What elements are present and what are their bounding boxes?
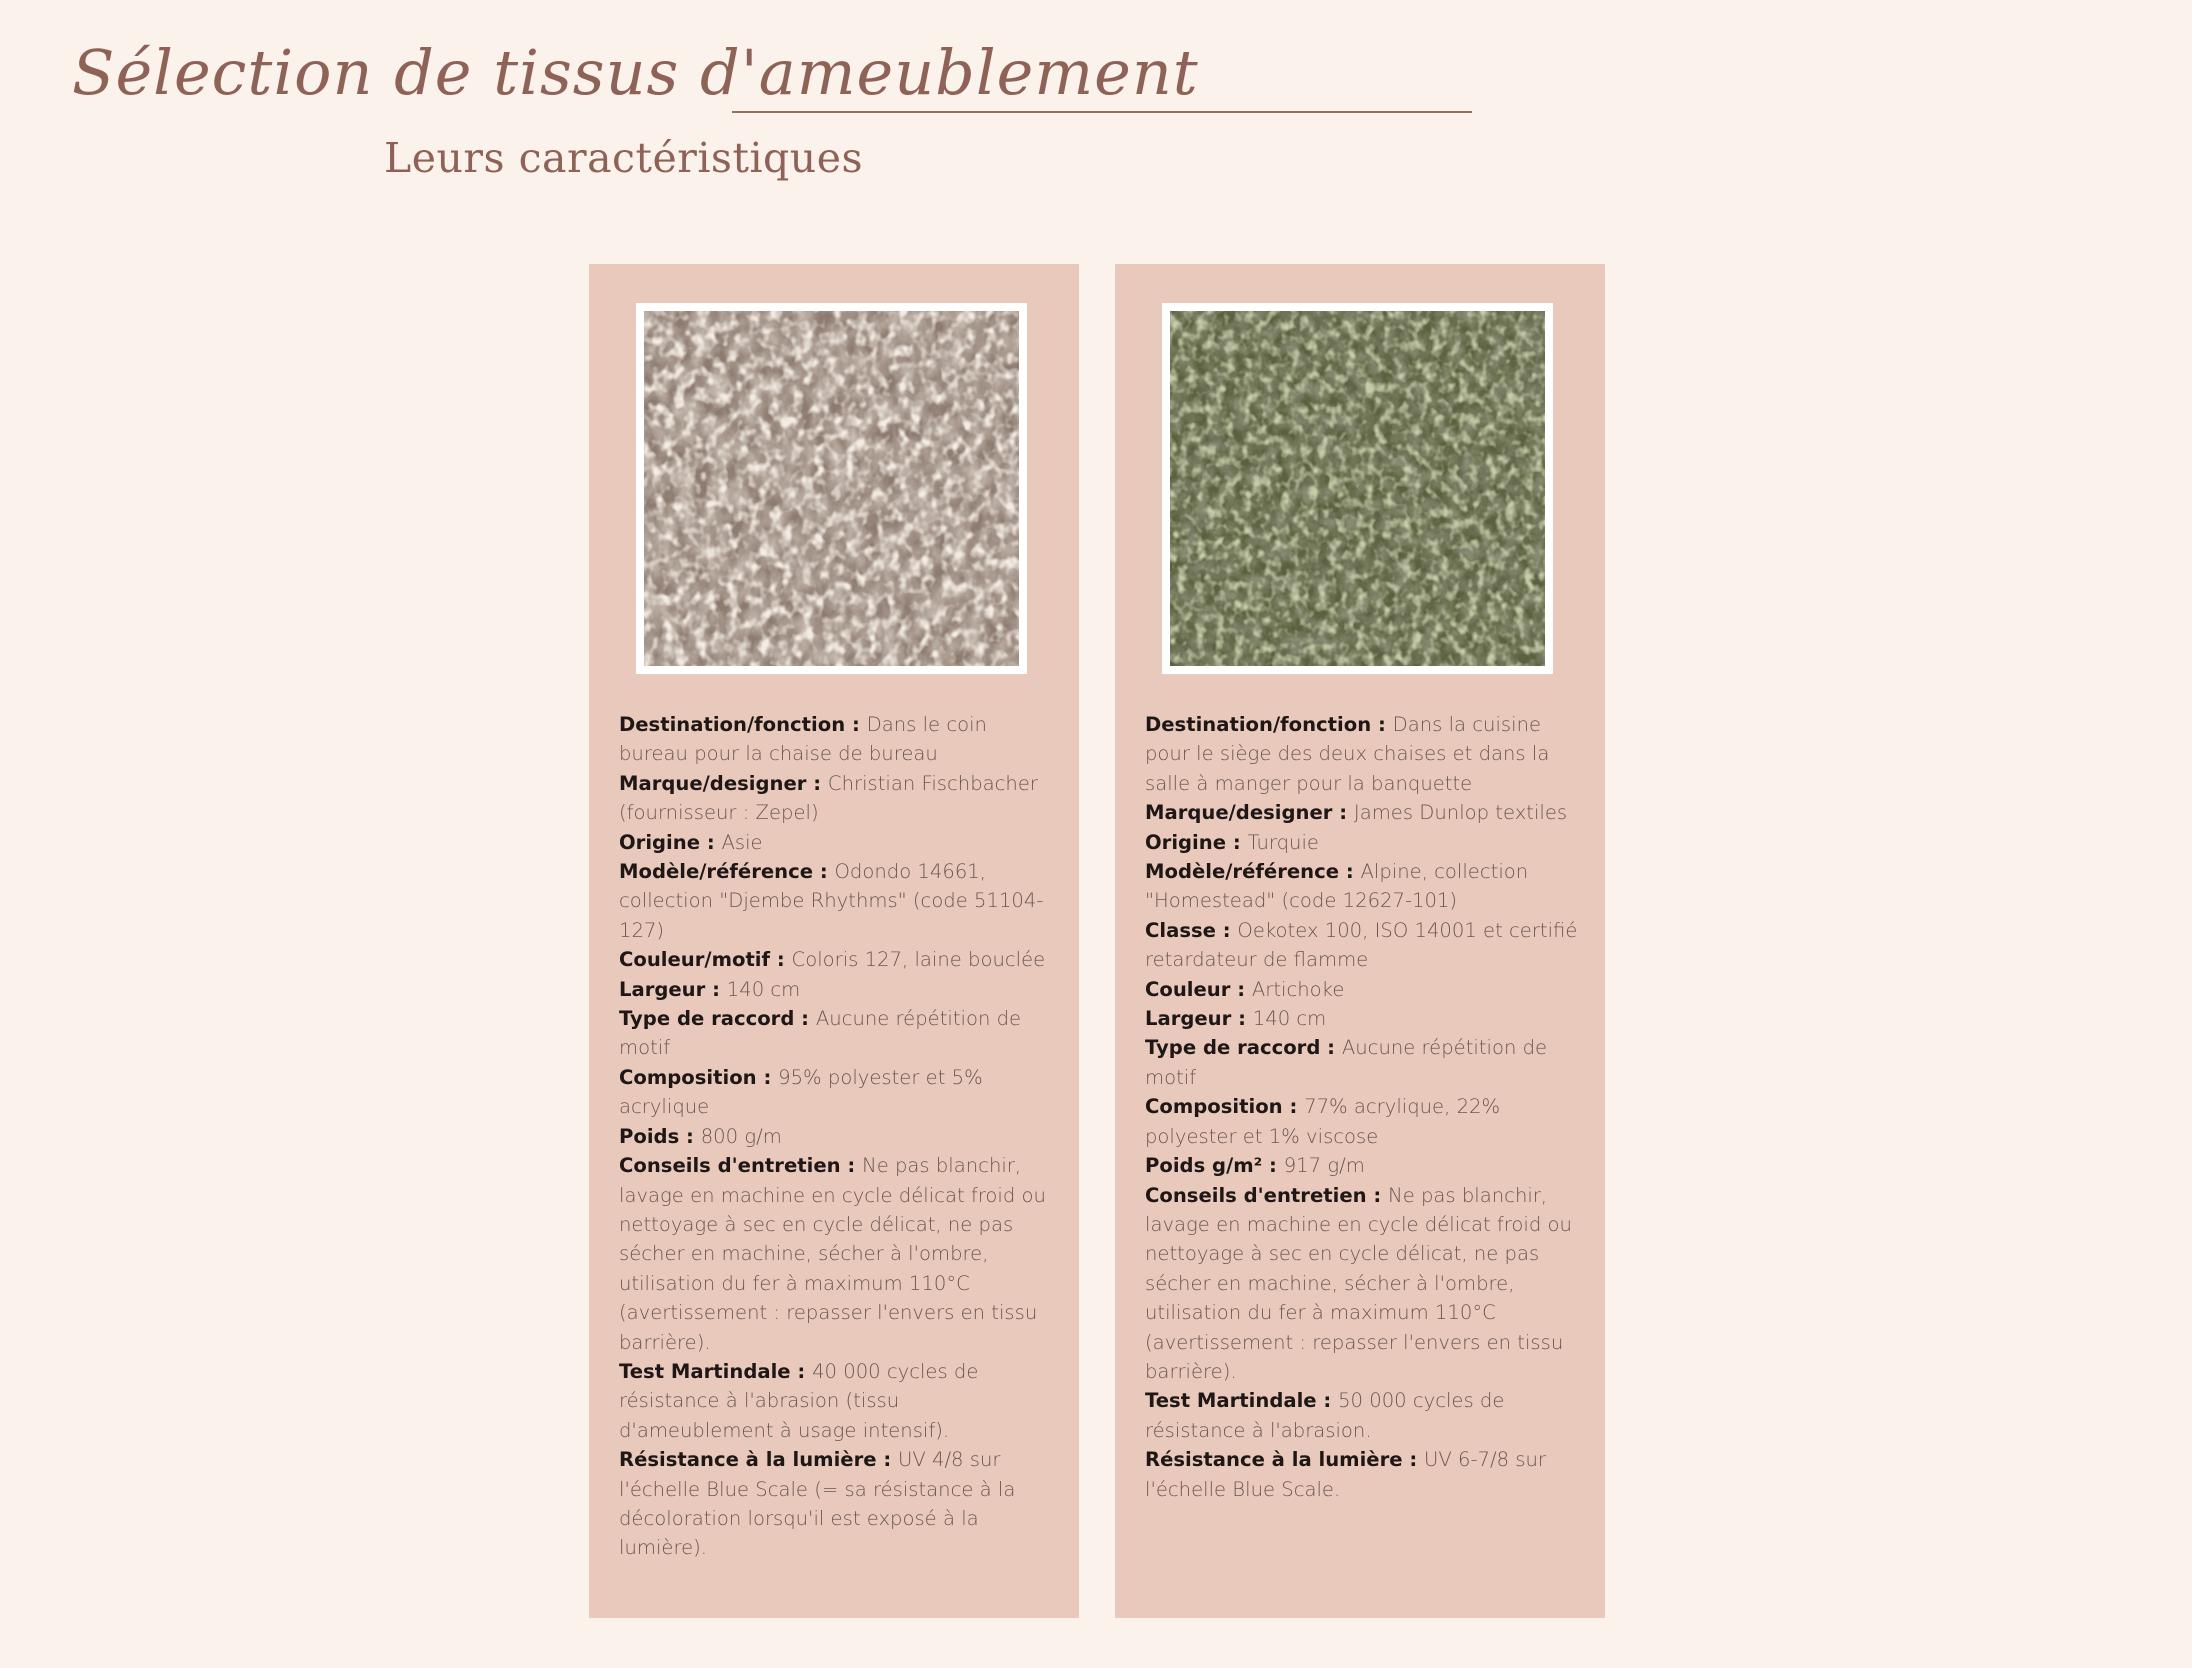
spec-destination: Destination/fonction : Dans la cuisine pour le siège des deux chaises et dans la salle à manger pour la banquette	[1145, 713, 1550, 795]
fabric-swatch-frame	[1162, 303, 1553, 674]
spec-lightfastness: Résistance à la lumière : UV 4/8 sur l'échelle Blue Scale (= sa résistance à la décoloration lorsqu'il est exposé à la lumière).	[619, 1448, 1016, 1560]
spec-destination: Destination/fonction : Dans le coin bureau pour la chaise de bureau	[619, 713, 987, 766]
spec-repeat: Type de raccord : Aucune répétition de motif	[1145, 1036, 1548, 1089]
spec-lightfastness: Résistance à la lumière : UV 6-7/8 sur l'échelle Blue Scale.	[1145, 1448, 1546, 1501]
spec-care: Conseils d'entretien : Ne pas blanchir, lavage en machine en cycle délicat froid ou nettoyage à sec en cycle délicat, ne pas sécher en machine, sécher à l'ombre, utilisation du fer à maximum 110°C (avertissement : repasser l'envers en tissu barrière).	[1145, 1183, 1572, 1383]
spec-color: Couleur/motif : Coloris 127, laine bouclée	[619, 948, 1046, 972]
page-title: Sélection de tissus d'ameublement	[72, 36, 1199, 109]
spec-martindale: Test Martindale : 40 000 cycles de résistance à l'abrasion (tissu d'ameublement à usage intensif).	[619, 1359, 979, 1442]
title-divider	[732, 111, 1472, 113]
spec-model: Modèle/référence : Odondo 14661, collection "Djembe Rhythms" (code 51104-127)	[619, 860, 1044, 942]
spec-repeat: Type de raccord : Aucune répétition de motif	[619, 1007, 1022, 1060]
page-subtitle: Leurs caractéristiques	[384, 134, 864, 182]
spec-model: Modèle/référence : Alpine, collection "Homestead" (code 12627-101)	[1145, 860, 1529, 913]
spec-weight: Poids : 800 g/m	[619, 1124, 782, 1148]
spec-brand: Marque/designer : James Dunlop textiles	[1145, 801, 1568, 825]
spec-care: Conseils d'entretien : Ne pas blanchir, lavage en machine en cycle délicat froid ou nettoyage à sec en cycle délicat, ne pas sécher en machine, sécher à l'ombre, utilisation du fer à maximum 110°C (avertissement : repasser l'envers en tissu barrière).	[619, 1154, 1046, 1354]
spec-brand: Marque/designer : Christian Fischbacher (fournisseur : Zepel)	[619, 771, 1038, 825]
fabric-card-beige	[589, 264, 1079, 1618]
fabric-swatch-frame	[636, 303, 1027, 674]
spec-origin: Origine : Turquie	[1145, 830, 1319, 854]
spec-weight: Poids g/m² : 917 g/m	[1145, 1154, 1365, 1178]
spec-composition: Composition : 95% polyester et 5% acrylique	[619, 1065, 983, 1119]
spec-class: Classe : Oekotex 100, ISO 14001 et certifié retardateur de flamme	[1145, 918, 1578, 972]
spec-color: Couleur : Artichoke	[1145, 977, 1345, 1001]
fabric-specs-list	[1145, 710, 1585, 1504]
fabric-swatch-image	[1170, 311, 1545, 666]
fabric-specs-list	[619, 710, 1059, 1563]
spec-composition: Composition : 77% acrylique, 22% polyester et 1% viscose	[1145, 1095, 1501, 1148]
fabric-swatch-image	[644, 311, 1019, 666]
spec-origin: Origine : Asie	[619, 830, 763, 854]
spec-width: Largeur : 140 cm	[1145, 1007, 1327, 1031]
fabric-card-green	[1115, 264, 1605, 1618]
spec-width: Largeur : 140 cm	[619, 977, 801, 1001]
spec-martindale: Test Martindale : 50 000 cycles de résistance à l'abrasion.	[1145, 1389, 1505, 1442]
